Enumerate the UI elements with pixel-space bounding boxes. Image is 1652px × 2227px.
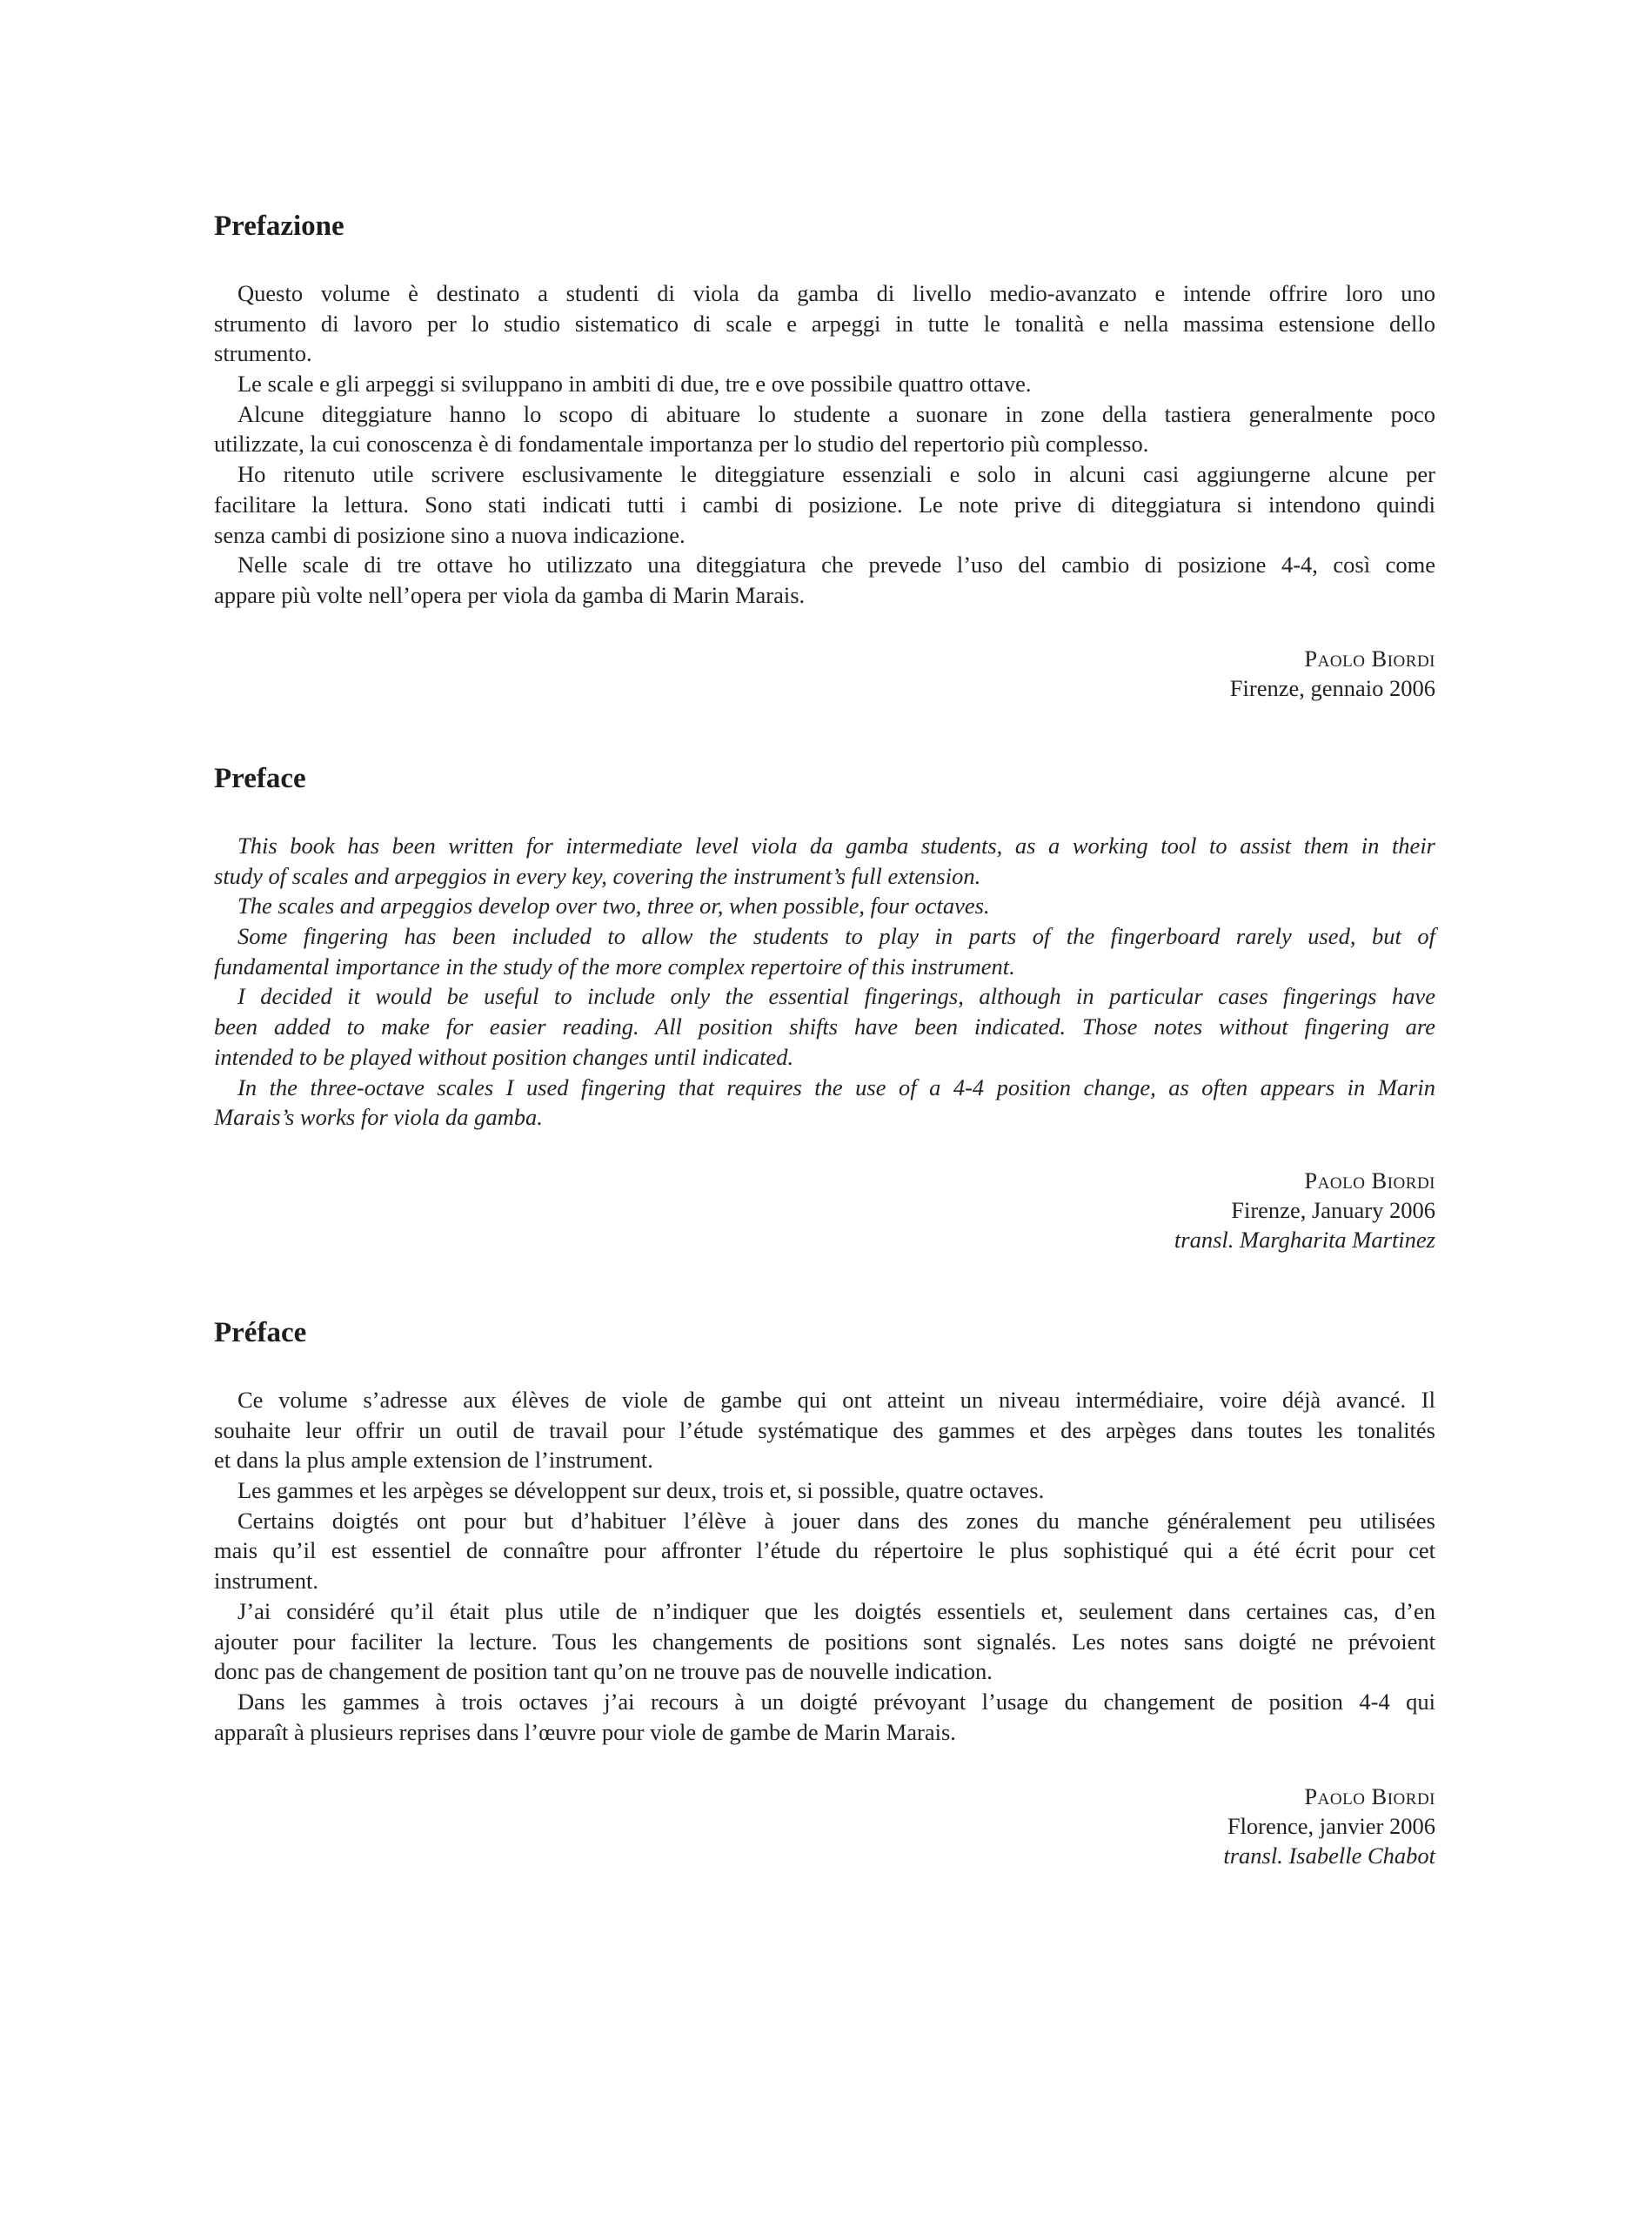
text-line: Some fingering has been included to allow the students to play in parts of the fingerboard rarely used, but of bbox=[237, 923, 1435, 950]
text-line: Nelle scale di tre ottave ho utilizzato una diteggiatura che prevede l’uso del cambio di posizione 4-4, così come bbox=[237, 552, 1435, 578]
signature-block bbox=[826, 1166, 1435, 1254]
text-line: strumento di lavoro per lo studio sistematico di scale e arpeggi in tutte le tonalità e nella massima estensione dello bbox=[214, 310, 1435, 337]
text-line: senza cambi di posizione sino a nuova indicazione. bbox=[214, 521, 686, 548]
signature-author: Paolo Biordi bbox=[1304, 645, 1435, 672]
text-line: Dans les gammes à trois octaves j’ai recours à un doigté prévoyant l’usage du changement de position 4-4 qui bbox=[237, 1688, 1435, 1715]
text-line: J’ai considéré qu’il était plus utile de n’indiquer que les doigtés essentiels et, seulement dans certaines cas, d’en bbox=[237, 1597, 1435, 1624]
signature-translator: transl. Margharita Martinez bbox=[1174, 1227, 1435, 1253]
text-line: Le scale e gli arpeggi si sviluppano in ambiti di due, tre e ove possibile quattro ottave. bbox=[237, 371, 1032, 398]
text-line: appare più volte nell’opera per viola da gamba di Marin Marais. bbox=[214, 581, 806, 608]
text-line: Certains doigtés ont pour but d’habituer l’élève à jouer dans des zones du manche généralement peu utilisées bbox=[237, 1507, 1435, 1534]
text-line: Questo volume è destinato a studenti di viola da gamba di livello medio-avanzato e intende offrire loro uno bbox=[237, 280, 1435, 306]
text-line: donc pas de changement de position tant qu’on ne trouve pas de nouvelle indication. bbox=[214, 1658, 993, 1685]
text-line: souhaite leur offrir un outil de travail pour l’étude systématique des gammes et des arpèges dans toutes les tonalités bbox=[214, 1416, 1435, 1443]
text-line: been added to make for easier reading. All position shifts have been indicated. Those notes without fingering are bbox=[214, 1013, 1435, 1040]
signature-place-date: Firenze, gennaio 2006 bbox=[1229, 675, 1435, 701]
text-line: The scales and arpeggios develop over two, three or, when possible, four octaves. bbox=[237, 893, 990, 920]
text-line: Alcune diteggiature hanno lo scopo di abituare lo studente a suonare in zone della tastiera generalmente poco bbox=[237, 400, 1435, 427]
text-line: ajouter pour faciliter la lecture. Tous les changements de positions sont signalés. Les notes sans doigté ne prévoient bbox=[214, 1628, 1435, 1655]
text-line: This book has been written for intermediate level viola da gamba students, as a working tool to assist them in their bbox=[237, 833, 1435, 859]
section-body bbox=[214, 831, 1435, 1133]
text-line: Ho ritenuto utile scrivere esclusivamente le diteggiature essenziali e solo in alcuni casi aggiungerne alcune per bbox=[237, 461, 1435, 488]
text-line: apparaît à plusieurs reprises dans l’œuvre pour viole de gambe de Marin Marais. bbox=[214, 1718, 956, 1745]
signature-translator: transl. Isabelle Chabot bbox=[1223, 1842, 1435, 1869]
section-body bbox=[214, 278, 1435, 611]
text-line: strumento. bbox=[214, 340, 312, 367]
text-line: Ce volume s’adresse aux élèves de viole de gambe qui ont atteint un niveau intermédiaire, voire déjà avancé. Il bbox=[237, 1387, 1435, 1413]
section-heading: Preface bbox=[214, 763, 306, 794]
text-line: I decided it would be useful to include only the essential fingerings, although in particular cases fingerings have bbox=[237, 983, 1435, 1010]
text-line: mais qu’il est essentiel de connaître pour affronter l’étude du répertoire le plus sophistiqué qui a été écrit pour cet bbox=[214, 1537, 1435, 1564]
section-heading: Prefazione bbox=[214, 211, 344, 242]
signature-place-date: Firenze, January 2006 bbox=[1231, 1197, 1435, 1223]
text-line: facilitare la lettura. Sono stati indicati tutti i cambi di posizione. Le note prive di diteggiatura si intendono quindi bbox=[214, 491, 1435, 518]
text-line: study of scales and arpeggios in every key, covering the instrument’s full extension. bbox=[214, 862, 981, 889]
signature-block bbox=[826, 644, 1435, 703]
section-body bbox=[214, 1385, 1435, 1747]
text-line: In the three-octave scales I used fingering that requires the use of a 4-4 position change, as often appears in Marin bbox=[237, 1073, 1435, 1100]
text-line: intended to be played without position changes until indicated. bbox=[214, 1043, 794, 1070]
text-line: Les gammes et les arpèges se développent sur deux, trois et, si possible, quatre octaves. bbox=[237, 1477, 1045, 1504]
text-line: utilizzate, la cui conoscenza è di fondamentale importanza per lo studio del repertorio più complesso. bbox=[214, 431, 1149, 458]
section-heading: Préface bbox=[214, 1317, 307, 1348]
signature-place-date: Florence, janvier 2006 bbox=[1227, 1813, 1435, 1839]
signature-author: Paolo Biordi bbox=[1304, 1167, 1435, 1194]
text-line: Marais’s works for viola da gamba. bbox=[214, 1104, 543, 1131]
signature-block bbox=[826, 1782, 1435, 1870]
signature-author: Paolo Biordi bbox=[1304, 1783, 1435, 1809]
text-line: fundamental importance in the study of the more complex repertoire of this instrument. bbox=[214, 953, 1015, 980]
text-line: instrument. bbox=[214, 1568, 318, 1595]
text-line: et dans la plus ample extension de l’instrument. bbox=[214, 1447, 653, 1474]
